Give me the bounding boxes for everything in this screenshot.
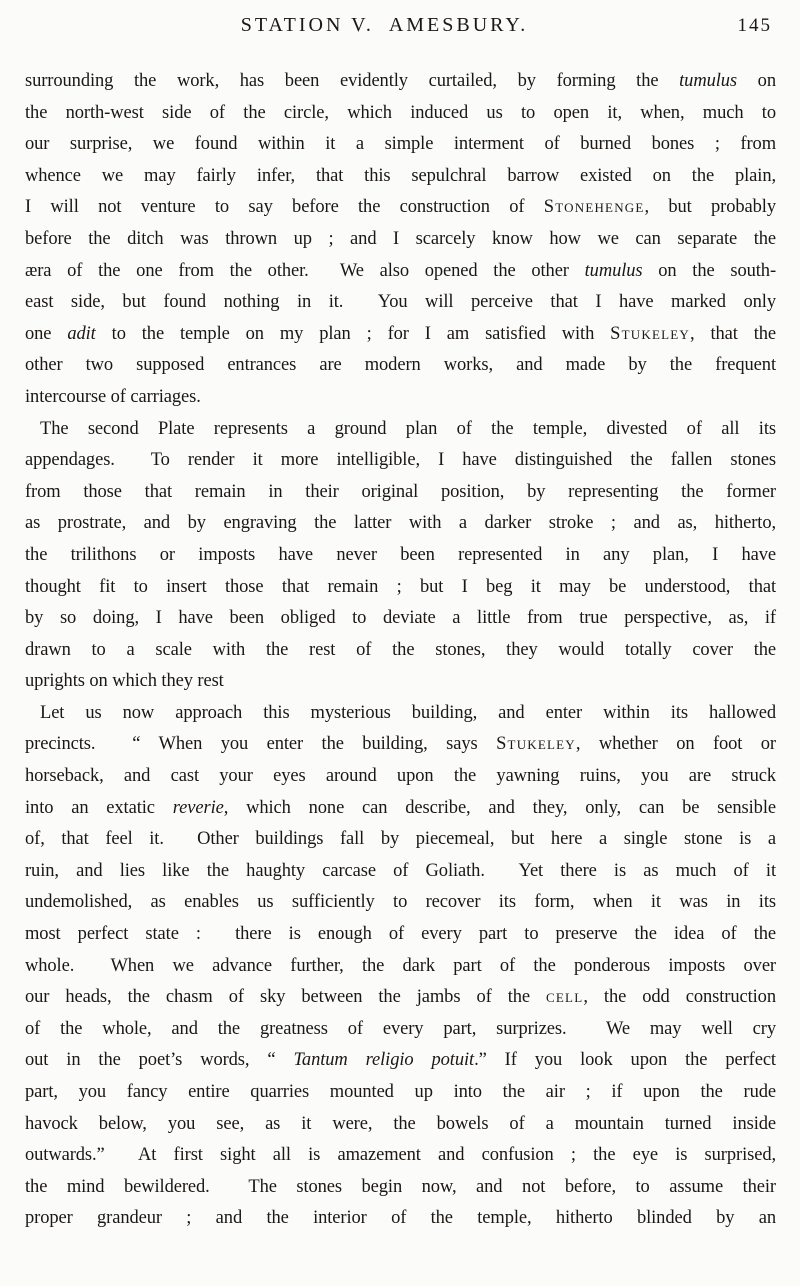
- text-run: æra of the one from the other. We also opened the other: [25, 260, 585, 281]
- text-run: the north-west side of the circle, which induced us to open it, when, much to: [25, 102, 776, 123]
- text-run: our surprise, we found within it a simple interment of burned bones ; from: [25, 134, 776, 155]
- text-run: , the odd construction: [583, 987, 776, 1008]
- text-line: [25, 382, 776, 414]
- text-line: [25, 603, 776, 635]
- text-run: on: [737, 71, 776, 91]
- text-run: ruin, and lies like the haughty carcase of Goliath. Yet there is as much of it: [25, 860, 776, 881]
- text-line: [25, 161, 776, 193]
- text-run: part, you fancy entire quarries mounted up into the air ; if upon the rude: [25, 1082, 776, 1102]
- text-run: , whether on foot or: [575, 734, 776, 755]
- text-line: [25, 445, 776, 477]
- text-run: The second Plate represents a ground plan of the temple, divested of all its: [40, 418, 776, 439]
- text-line: [25, 698, 776, 730]
- text-line: [25, 1140, 776, 1172]
- text-line: [25, 66, 776, 98]
- text-run: .” If you look upon the perfect: [474, 1050, 776, 1071]
- text-line: [25, 982, 776, 1014]
- text-line: [25, 761, 776, 793]
- body-text: [25, 66, 776, 1235]
- text-run: whole. When we advance further, the dark part of the ponderous imposts over: [25, 955, 776, 976]
- text-line: [25, 666, 776, 698]
- text-run: surrounding the work, has been evidently curtailed, by forming the: [25, 71, 680, 91]
- italic-text: adit: [67, 323, 96, 344]
- text-run: from those that remain in their original position, by representing the former: [25, 481, 776, 502]
- text-line: [25, 414, 776, 446]
- text-line: [25, 1172, 776, 1204]
- italic-text: tumulus: [679, 71, 738, 91]
- smallcaps-text: cell: [546, 987, 584, 1008]
- text-run: other two supposed entrances are modern works, and made by the frequent: [25, 355, 776, 376]
- text-run: horseback, and cast your eyes around upon the yawning ruins, you are struck: [25, 766, 776, 787]
- text-run: precincts. “ When you enter the building, says: [25, 734, 497, 755]
- text-line: [25, 1109, 776, 1141]
- text-line: [25, 129, 776, 161]
- running-title: STATION V. AMESBURY.: [240, 14, 529, 36]
- text-run: intercourse of carriages.: [25, 386, 201, 407]
- text-run: uprights on which they rest: [25, 671, 224, 692]
- text-line: [25, 635, 776, 667]
- text-line: [25, 1077, 776, 1109]
- page-header: [25, 14, 774, 44]
- text-run: , which none can describe, and they, only, can be sensible: [223, 797, 776, 818]
- text-run: whence we may fairly infer, that this sepulchral barrow existed on the plain,: [25, 165, 776, 186]
- smallcaps-text: Stonehenge: [543, 197, 645, 218]
- text-line: [25, 856, 776, 888]
- text-line: [25, 508, 776, 540]
- text-run: as prostrate, and by engraving the latter with a darker stroke ; and as, hitherto,: [25, 513, 776, 534]
- text-line: [25, 287, 776, 319]
- text-line: [25, 572, 776, 604]
- text-run: proper grandeur ; and the interior of the temple, hitherto blinded by an: [25, 1208, 776, 1229]
- text-run: most perfect state : there is enough of every part to preserve the idea of the: [25, 924, 776, 945]
- text-line: [25, 192, 776, 224]
- italic-text: reverie: [172, 797, 224, 818]
- text-run: , that the: [690, 323, 777, 344]
- text-line: [25, 1045, 776, 1077]
- text-run: of, that feel it. Other buildings fall by piecemeal, but here a single stone is a: [25, 829, 776, 850]
- text-line: [25, 319, 776, 351]
- text-run: havock below, you see, as it were, the bowels of a mountain turned inside: [25, 1113, 776, 1134]
- text-line: [25, 729, 776, 761]
- text-line: [25, 919, 776, 951]
- text-run: I will not venture to say before the construction of: [25, 197, 544, 218]
- text-run: on the south-: [642, 260, 777, 281]
- text-run: thought fit to insert those that remain ; but I beg it may be understood, that: [25, 576, 776, 597]
- text-line: [25, 793, 776, 825]
- text-run: our heads, the chasm of sky between the jambs of the: [25, 987, 547, 1008]
- text-line: [25, 256, 776, 288]
- text-line: [25, 887, 776, 919]
- text-line: [25, 224, 776, 256]
- text-line: [25, 540, 776, 572]
- text-run: one: [25, 323, 68, 344]
- italic-text: tumulus: [584, 260, 643, 281]
- text-run: Let us now approach this mysterious building, and enter within its hallowed: [40, 702, 776, 723]
- text-run: into an extatic: [25, 797, 173, 818]
- text-run: before the ditch was thrown up ; and I scarcely know how we can separate the: [25, 228, 776, 249]
- page-number: 145: [737, 15, 772, 36]
- text-run: out in the poet’s words, “: [25, 1050, 294, 1071]
- italic-text: Tantum religio potuit: [293, 1050, 475, 1071]
- text-run: the trilithons or imposts have never been represented in any plan, I have: [25, 544, 776, 565]
- text-line: [25, 1014, 776, 1046]
- text-line: [25, 951, 776, 983]
- text-run: to the temple on my plan ; for I am satisfied with: [95, 323, 611, 344]
- text-run: by so doing, I have been obliged to deviate a little from true perspective, as, if: [25, 608, 776, 629]
- text-run: east side, but found nothing in it. You will perceive that I have marked only: [25, 292, 776, 313]
- text-run: the mind bewildered. The stones begin now, and not before, to assume their: [25, 1176, 776, 1197]
- text-run: of the whole, and the greatness of every part, surprizes. We may well cry: [25, 1018, 776, 1039]
- text-line: [25, 1203, 776, 1235]
- text-run: drawn to a scale with the rest of the stones, they would totally cover the: [25, 639, 776, 660]
- text-line: [25, 98, 776, 130]
- text-line: [25, 477, 776, 509]
- smallcaps-text: Stukeley: [610, 323, 690, 344]
- smallcaps-text: Stukeley: [496, 734, 576, 755]
- text-line: [25, 824, 776, 856]
- text-run: undemolished, as enables us sufficiently to recover its form, when it was in its: [25, 892, 776, 913]
- text-run: outwards.” At first sight all is amazement and confusion ; the eye is surprised,: [25, 1145, 776, 1166]
- text-line: [25, 350, 776, 382]
- text-run: appendages. To render it more intelligible, I have distinguished the fallen stones: [25, 450, 776, 471]
- text-run: , but probably: [644, 197, 776, 218]
